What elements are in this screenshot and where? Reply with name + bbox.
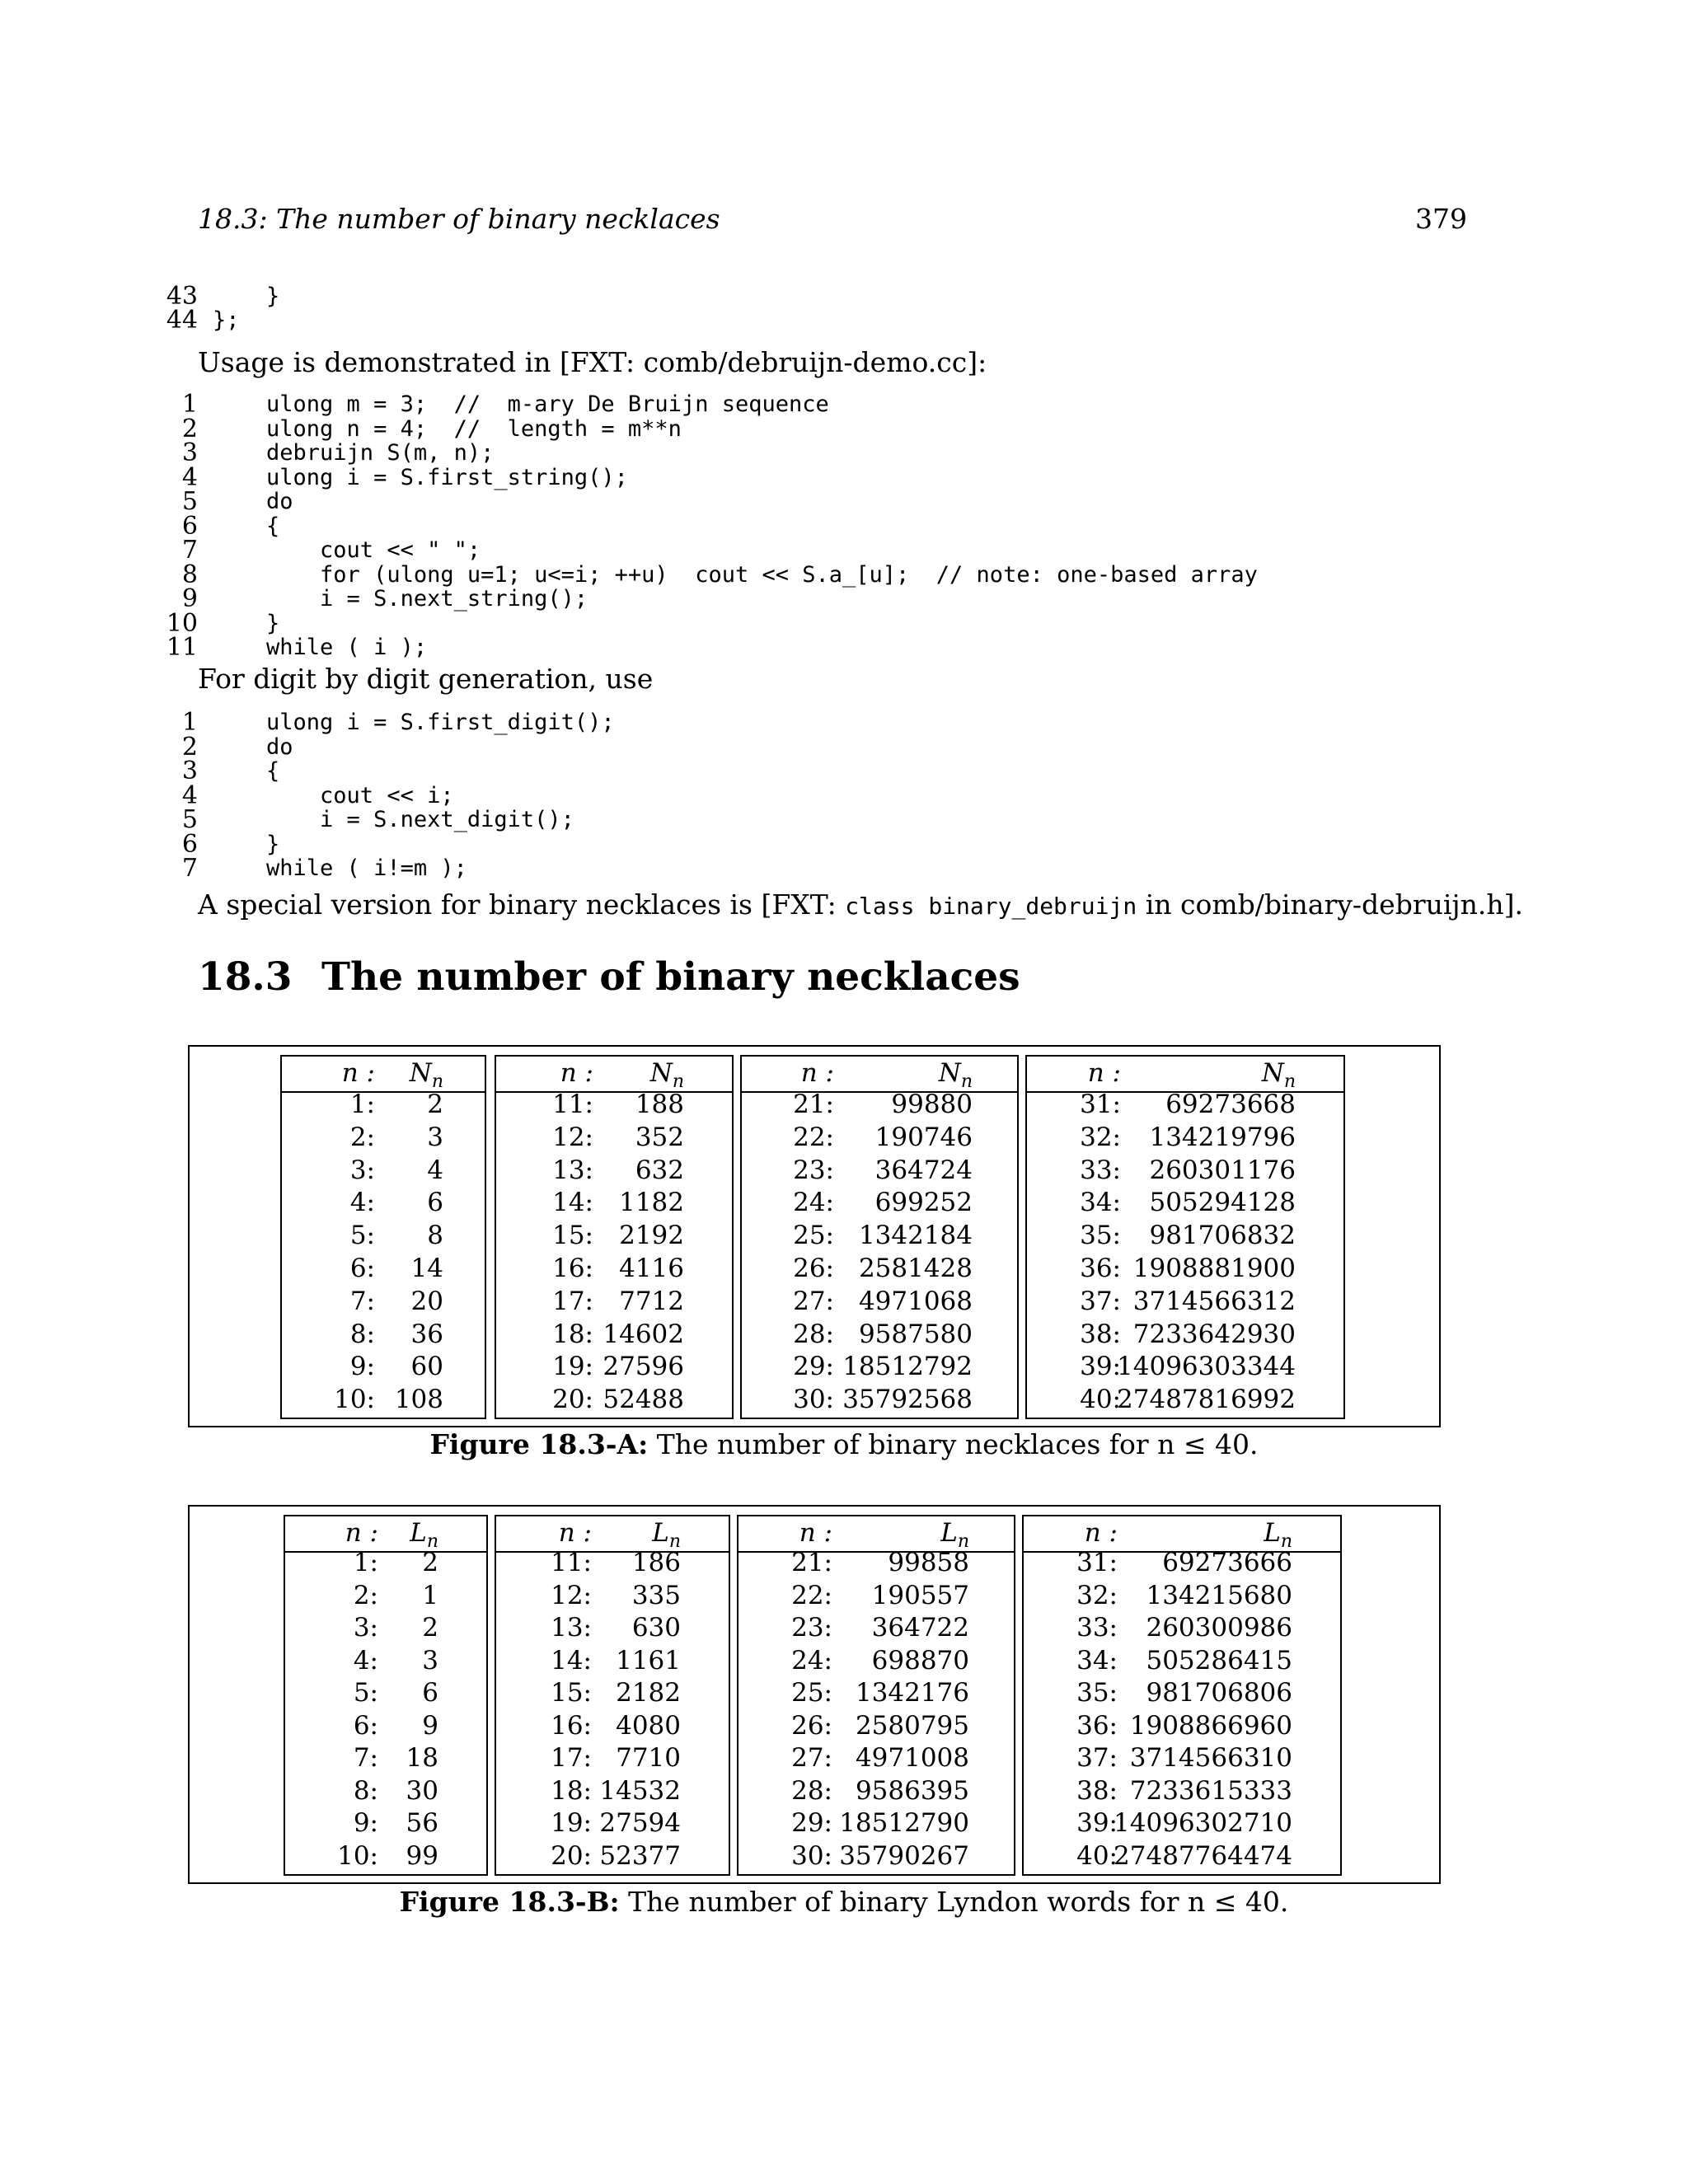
cell-value: 1908881900 [1132,1254,1296,1283]
cell-n: 17: [552,1286,593,1316]
code-line-number: 5 [181,487,198,516]
cell-n: 14: [551,1645,592,1675]
cell-n: 2: [349,1122,375,1152]
cell-n: 9: [349,1352,375,1382]
cell-n: 35: [1076,1678,1118,1708]
cell-value: 364722 [871,1613,969,1643]
cell-value: 186 [631,1548,681,1577]
cell-value: 699252 [874,1188,973,1218]
cell-value: 7710 [616,1743,681,1773]
code-line: while ( i ); [213,635,428,660]
cell-value: 99858 [888,1548,969,1577]
code-line-number: 7 [181,854,198,883]
cell-value: 632 [635,1155,684,1185]
cell-n: 32: [1076,1580,1118,1610]
cell-value: 20 [410,1286,443,1316]
code-line: ulong n = 4; // length = m**n [213,415,682,442]
cell-n: 28: [791,1775,832,1806]
cell-n: 8: [353,1775,378,1806]
cell-value: 27594 [599,1808,681,1838]
cell-value: 2 [422,1613,438,1643]
cell-n: 24: [793,1188,834,1218]
cell-n: 7: [353,1743,378,1773]
cell-n: 11: [551,1548,592,1577]
cell-value: 2192 [619,1221,684,1251]
cell-n: 33: [1080,1155,1121,1185]
cell-n: 20: [552,1385,593,1415]
cell-n: 19: [551,1808,592,1838]
cell-value: 36 [410,1319,443,1349]
caption-b-label: Figure 18.3-B: [399,1886,620,1918]
cell-value: 69273666 [1162,1548,1292,1577]
cell-n: 20: [551,1840,592,1871]
cell-n: 15: [552,1221,593,1251]
cell-value: 1182 [619,1188,684,1218]
code-line: }; [213,307,240,333]
cell-n: 3: [349,1155,375,1185]
cell-n: 23: [791,1613,832,1643]
cell-n: 24: [791,1645,832,1675]
header-value: $N_n$ [649,1058,684,1093]
cell-value: 260301176 [1149,1155,1296,1185]
cell-n: 19: [552,1352,593,1382]
cell-n: 15: [551,1678,592,1708]
cell-value: 4 [427,1155,443,1185]
cell-value: 27487764474 [1114,1840,1292,1871]
cell-n: 4: [349,1188,375,1218]
code-line-number: 11 [166,633,198,662]
code-line: ulong i = S.first_string(); [213,464,628,490]
cell-value: 14532 [599,1775,681,1806]
cell-n: 12: [552,1122,593,1152]
code-line-number: 1 [181,390,198,419]
header-n: n : [558,1518,592,1548]
cell-value: 698870 [871,1645,969,1675]
special-text-after: in comb/binary-debruijn.h]. [1137,888,1524,921]
cell-value: 9 [422,1710,438,1741]
cell-n: 33: [1076,1613,1118,1643]
cell-n: 34: [1080,1188,1121,1218]
code-line: i = S.next_string(); [213,586,588,612]
code-line-number: 43 [166,282,198,311]
cell-value: 1 [422,1580,438,1610]
cell-n: 37: [1076,1743,1118,1773]
cell-value: 99880 [891,1090,973,1119]
cell-value: 352 [635,1122,684,1152]
cell-value: 6 [427,1188,443,1218]
cell-value: 1342176 [855,1678,969,1708]
code-line: cout << " "; [213,537,481,563]
cell-n: 2: [353,1580,378,1610]
section-heading [198,954,1020,1000]
code-line-number: 3 [181,757,198,785]
cell-n: 31: [1076,1548,1118,1577]
header-n: n : [1084,1518,1118,1548]
header-n: n : [1087,1058,1121,1088]
code-line: cout << i; [213,782,454,808]
cell-n: 3: [353,1613,378,1643]
special-text-before: A special version for binary necklaces is [FXT: [198,888,846,921]
cell-value: 9586395 [855,1775,969,1806]
caption-a-text: The number of binary necklaces for n ≤ 40. [648,1428,1259,1460]
cell-n: 5: [353,1678,378,1708]
cell-value: 981706832 [1149,1221,1296,1251]
header-n: n : [341,1058,375,1088]
code-line: while ( i!=m ); [213,855,467,881]
cell-value: 3714566310 [1129,1743,1292,1773]
cell-n: 18: [551,1775,592,1806]
cell-value: 14096303344 [1117,1352,1296,1382]
cell-value: 60 [410,1352,443,1382]
cell-n: 30: [793,1385,834,1415]
code-line-number: 2 [181,414,198,443]
cell-value: 27596 [603,1352,684,1382]
cell-value: 14602 [603,1319,684,1349]
code-line: } [213,831,280,857]
caption-b-text: The number of binary Lyndon words for n ≤ 40. [619,1886,1289,1918]
cell-value: 190557 [871,1580,969,1610]
cell-n: 30: [791,1840,832,1871]
header-value: $L_n$ [940,1518,969,1553]
cell-n: 40: [1076,1840,1118,1871]
cell-n: 21: [791,1548,832,1577]
cell-value: 260300986 [1146,1613,1292,1643]
cell-value: 3 [422,1645,438,1675]
cell-value: 56 [406,1808,438,1838]
code-line-number: 2 [181,732,198,762]
code-line-number: 1 [181,708,198,737]
code-line-number: 9 [181,584,198,613]
code-line: debruijn S(m, n); [213,440,495,466]
cell-n: 4: [353,1645,378,1675]
code-line: } [213,284,280,309]
cell-value: 99 [406,1840,438,1871]
cell-n: 22: [793,1122,834,1152]
header-n: n : [799,1518,832,1548]
header-n: n : [800,1058,834,1088]
cell-n: 25: [791,1678,832,1708]
header-value: $N_n$ [409,1058,443,1093]
cell-n: 10: [337,1840,378,1871]
cell-n: 14: [552,1188,593,1218]
caption-a-label: Figure 18.3-A: [429,1428,649,1460]
cell-n: 28: [793,1319,834,1349]
cell-value: 2580795 [855,1710,969,1741]
figure-caption-b [0,1886,1688,1918]
cell-value: 1342184 [858,1221,973,1251]
cell-n: 29: [791,1808,832,1838]
cell-value: 7233615333 [1129,1775,1292,1806]
cell-value: 7233642930 [1132,1319,1296,1349]
cell-value: 69273668 [1165,1090,1296,1119]
cell-value: 630 [631,1613,681,1643]
cell-n: 22: [791,1580,832,1610]
cell-n: 39: [1076,1808,1118,1838]
code-line: do [213,733,293,760]
cell-n: 36: [1080,1254,1121,1283]
cell-n: 40: [1080,1385,1121,1415]
cell-value: 52377 [599,1840,681,1871]
code-line: ulong m = 3; // m-ary De Bruijn sequence [213,391,829,417]
cell-n: 29: [793,1352,834,1382]
code-line-number: 4 [181,780,198,810]
cell-value: 4971008 [855,1743,969,1773]
cell-value: 505294128 [1149,1188,1296,1218]
cell-n: 10: [334,1385,375,1415]
cell-value: 2581428 [858,1254,973,1283]
special-text-code: class binary_debruijn [845,893,1137,920]
code-line: do [213,489,293,514]
running-head-title: 18.3: The number of binary necklaces [198,203,720,235]
cell-value: 981706806 [1146,1678,1292,1708]
section-number: 18.3 [198,954,293,1000]
cell-value: 35792568 [842,1385,973,1415]
digit-paragraph: For digit by digit generation, use [198,663,654,695]
page-number: 379 [1415,203,1467,235]
cell-value: 335 [631,1580,681,1610]
cell-value: 18512792 [842,1352,973,1382]
cell-n: 25: [793,1221,834,1251]
code-line: } [213,610,280,636]
cell-value: 18512790 [839,1808,969,1838]
cell-value: 27487816992 [1117,1385,1296,1415]
cell-value: 108 [394,1385,443,1415]
cell-value: 7712 [619,1286,684,1316]
cell-value: 505286415 [1146,1645,1292,1675]
header-value: $L_n$ [652,1518,681,1553]
cell-value: 1908866960 [1129,1710,1292,1741]
figure-caption-a [0,1428,1688,1460]
cell-n: 36: [1076,1710,1118,1741]
header-n: n : [345,1518,378,1548]
cell-value: 3714566312 [1132,1286,1296,1316]
code-line-number: 44 [166,306,198,335]
cell-n: 27: [791,1743,832,1773]
cell-n: 6: [353,1710,378,1741]
cell-value: 190746 [874,1122,973,1152]
cell-n: 9: [353,1808,378,1838]
cell-value: 364724 [874,1155,973,1185]
cell-value: 188 [635,1090,684,1119]
cell-value: 3 [427,1122,443,1152]
cell-n: 6: [349,1254,375,1283]
header-value: $L_n$ [410,1518,438,1553]
cell-value: 8 [427,1221,443,1251]
cell-n: 31: [1080,1090,1121,1119]
header-value: $L_n$ [1264,1518,1292,1553]
code-line-number: 8 [181,560,198,589]
cell-n: 26: [793,1254,834,1283]
cell-n: 7: [349,1286,375,1316]
cell-n: 17: [551,1743,592,1773]
code-line: { [213,513,280,539]
code-line: ulong i = S.first_digit(); [213,710,615,735]
usage-paragraph: Usage is demonstrated in [FXT: comb/debruijn-demo.cc]: [198,346,987,378]
cell-n: 23: [793,1155,834,1185]
special-version-paragraph [198,888,1523,921]
code-line-number: 7 [181,536,198,565]
cell-n: 39: [1080,1352,1121,1382]
header-n: n : [560,1058,593,1088]
cell-n: 13: [551,1613,592,1643]
cell-value: 2182 [616,1678,681,1708]
code-line-number: 10 [166,608,198,638]
cell-value: 134219796 [1149,1122,1296,1152]
code-line-number: 6 [181,829,198,859]
header-value: $N_n$ [1261,1058,1296,1093]
cell-value: 6 [422,1678,438,1708]
code-line-number: 6 [181,511,198,541]
cell-value: 134215680 [1146,1580,1292,1610]
cell-n: 18: [552,1319,593,1349]
code-line: { [213,758,280,784]
cell-n: 38: [1076,1775,1118,1806]
code-line: for (ulong u=1; u<=i; ++u) cout << S.a_[u]; // note: one-based array [213,561,1258,588]
cell-n: 8: [349,1319,375,1349]
cell-value: 4080 [616,1710,681,1741]
cell-n: 13: [552,1155,593,1185]
cell-value: 4116 [619,1254,684,1283]
cell-n: 16: [551,1710,592,1741]
cell-value: 4971068 [858,1286,973,1316]
cell-n: 12: [551,1580,592,1610]
cell-n: 34: [1076,1645,1118,1675]
header-value: $N_n$ [938,1058,973,1093]
cell-n: 32: [1080,1122,1121,1152]
cell-n: 5: [349,1221,375,1251]
cell-n: 16: [552,1254,593,1283]
cell-value: 9587580 [858,1319,973,1349]
section-title: The number of binary necklaces [321,954,1020,1000]
code-line-number: 5 [181,805,198,834]
cell-value: 1161 [616,1645,681,1675]
code-line: i = S.next_digit(); [213,807,574,832]
cell-value: 14 [410,1254,443,1283]
cell-value: 2 [422,1548,438,1577]
cell-n: 38: [1080,1319,1121,1349]
cell-n: 37: [1080,1286,1121,1316]
cell-n: 27: [793,1286,834,1316]
cell-n: 21: [793,1090,834,1119]
cell-value: 14096302710 [1114,1808,1292,1838]
cell-n: 1: [349,1090,375,1119]
cell-value: 2 [427,1090,443,1119]
cell-value: 52488 [603,1385,684,1415]
code-line-number: 3 [181,438,198,467]
cell-n: 35: [1080,1221,1121,1251]
code-line-number: 4 [181,462,198,492]
cell-value: 30 [406,1775,438,1806]
cell-n: 11: [552,1090,593,1119]
cell-value: 35790267 [839,1840,969,1871]
cell-n: 1: [353,1548,378,1577]
cell-value: 18 [406,1743,438,1773]
cell-n: 26: [791,1710,832,1741]
